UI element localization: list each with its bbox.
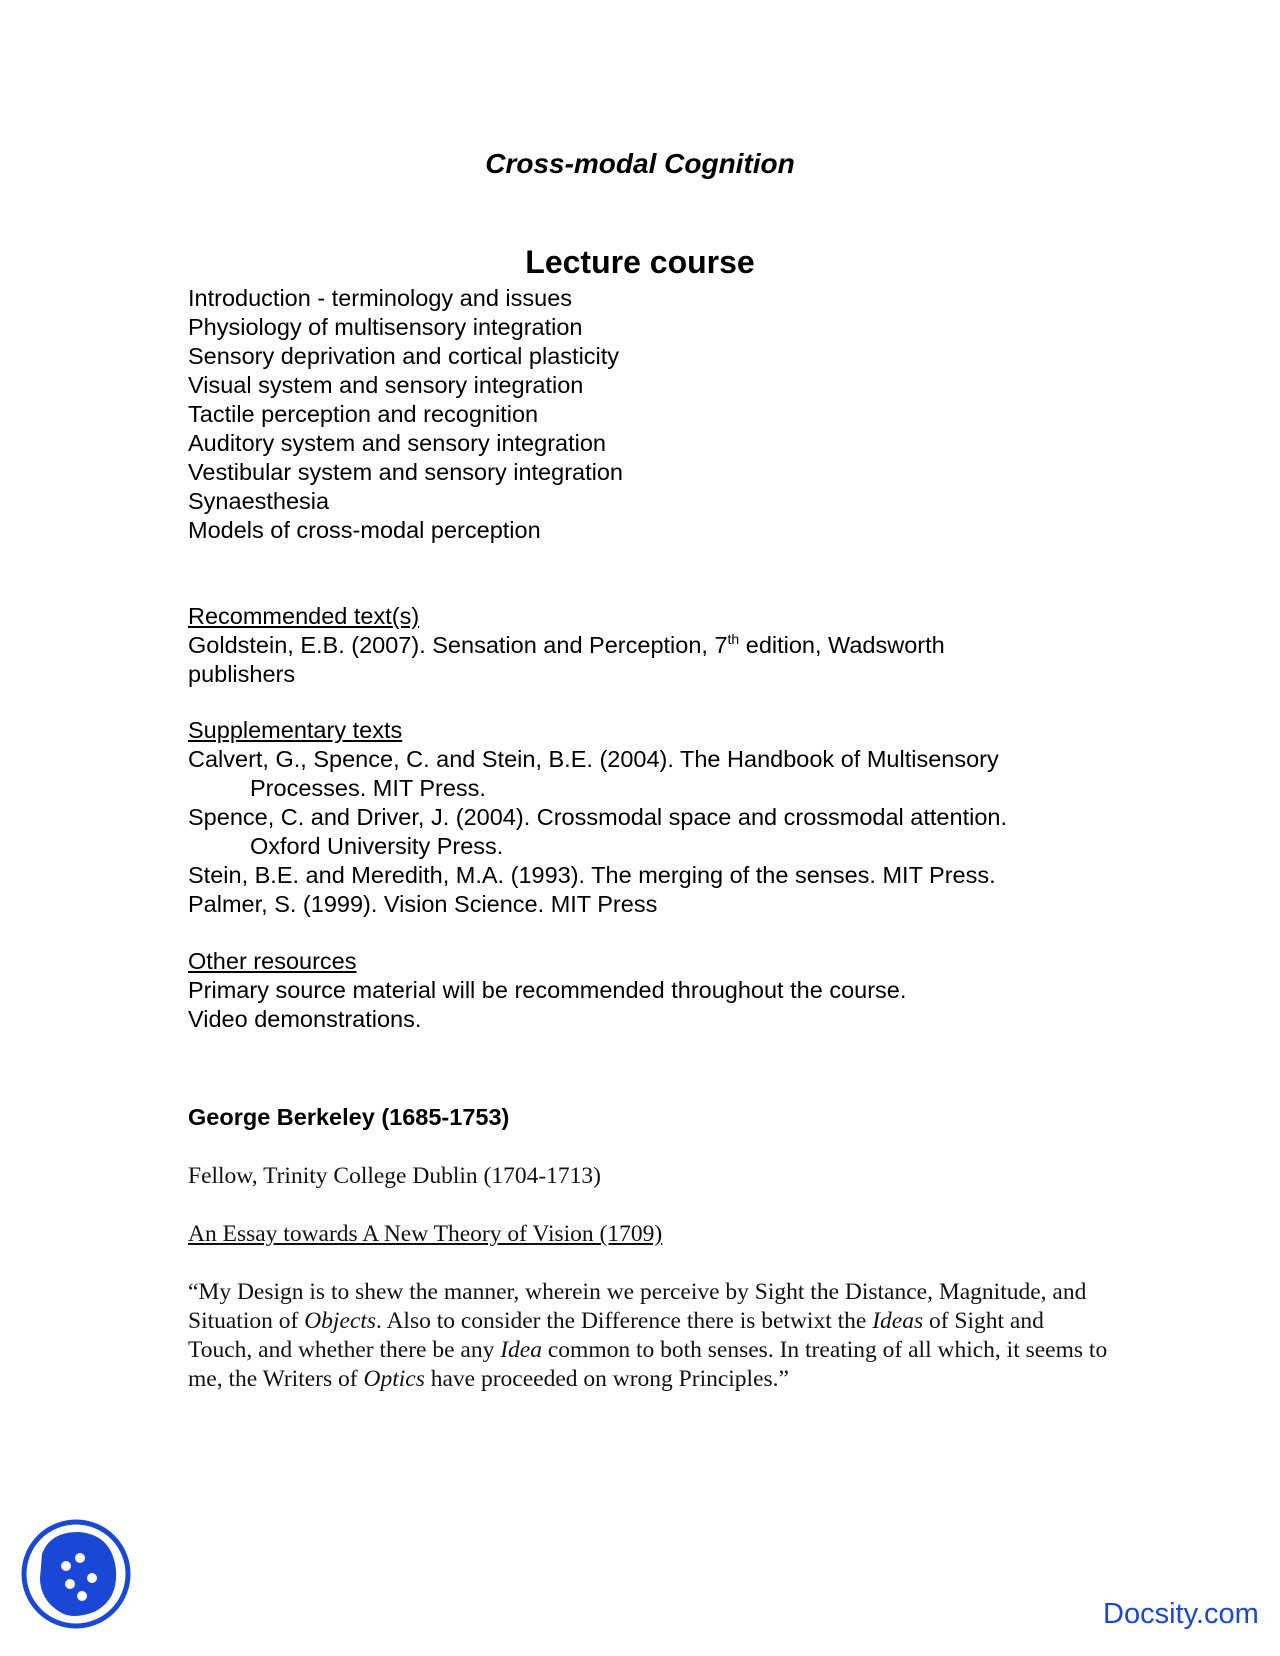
other-resource-item: Primary source material will be recommended throughout the course. xyxy=(188,977,907,1003)
quote-italic-ideas: Ideas xyxy=(872,1308,924,1334)
docsity-logo-icon[interactable] xyxy=(20,1518,132,1630)
recommended-entry-continued: publishers xyxy=(188,661,296,687)
lecture-topic: Models of cross-modal perception xyxy=(188,517,541,543)
other-resource-item: Video demonstrations. xyxy=(188,1006,422,1032)
lecture-topic-list xyxy=(188,284,1108,545)
edition-superscript: th xyxy=(727,631,740,648)
quote-text: common to both senses. In treating of all which, it seems to me, the Writers of xyxy=(188,1337,1108,1392)
supplementary-entry-continued: Processes. MIT Press. xyxy=(250,775,486,801)
supplementary-entry: Spence, C. and Driver, J. (2004). Crossmodal space and crossmodal attention. xyxy=(188,804,1007,830)
supplementary-texts-section xyxy=(188,716,1108,919)
other-resources-section xyxy=(188,947,1108,1034)
recommended-heading: Recommended text(s) xyxy=(188,603,420,629)
other-resources-heading: Other resources xyxy=(188,948,357,974)
quote-text: of Sight and Touch, and whether there be any xyxy=(188,1308,1044,1363)
quote-text: have proceeded on wrong Principles.” xyxy=(424,1366,789,1392)
supplementary-entry: Calvert, G., Spence, C. and Stein, B.E. (2004). The Handbook of Multisensory xyxy=(188,746,999,772)
supplementary-entry-continued: Oxford University Press. xyxy=(250,833,504,859)
berkeley-heading: George Berkeley (1685-1753) xyxy=(188,1104,510,1130)
quote-text: . Also to consider the Difference there is betwixt the xyxy=(376,1308,873,1334)
recommended-entry xyxy=(188,631,1108,660)
lecture-topic: Sensory deprivation and cortical plasticity xyxy=(188,343,620,369)
quote-italic-optics: Optics xyxy=(363,1366,425,1392)
document-title: Cross-modal Cognition xyxy=(485,148,795,179)
supplementary-entry: Stein, B.E. and Meredith, M.A. (1993). The merging of the senses. MIT Press. xyxy=(188,862,996,888)
recommended-texts-section xyxy=(188,602,1108,689)
docsity-brand-link[interactable]: Docsity.com xyxy=(1103,1598,1259,1630)
recommended-entry-text-end: edition, Wadsworth xyxy=(739,632,945,658)
essay-title: An Essay towards A New Theory of Vision (1709) xyxy=(188,1221,663,1247)
supplementary-entry: Palmer, S. (1999). Vision Science. MIT Press xyxy=(188,891,658,917)
lecture-topic: Tactile perception and recognition xyxy=(188,401,539,427)
quote-text: “My Design is to shew the manner, wherein we perceive by Sight the Distance, Magnitude, and Situation of xyxy=(188,1279,1087,1334)
quote-italic-objects: Objects xyxy=(304,1308,376,1334)
berkeley-quote xyxy=(188,1278,1108,1394)
berkeley-fellowship: Fellow, Trinity College Dublin (1704-1713) xyxy=(188,1163,601,1189)
lecture-topic: Vestibular system and sensory integration xyxy=(188,459,623,485)
quote-italic-idea: Idea xyxy=(500,1337,542,1363)
lecture-topic: Physiology of multisensory integration xyxy=(188,314,583,340)
recommended-entry-text: Goldstein, E.B. (2007). Sensation and Perception, 7 xyxy=(188,632,728,658)
essay-title-row xyxy=(188,1220,1108,1249)
lecture-topic: Auditory system and sensory integration xyxy=(188,430,606,456)
lecture-course-heading: Lecture course xyxy=(525,244,755,280)
supplementary-heading: Supplementary texts xyxy=(188,717,403,743)
lecture-topic: Introduction - terminology and issues xyxy=(188,285,573,311)
lecture-topic: Visual system and sensory integration xyxy=(188,372,584,398)
lecture-topic: Synaesthesia xyxy=(188,488,330,514)
